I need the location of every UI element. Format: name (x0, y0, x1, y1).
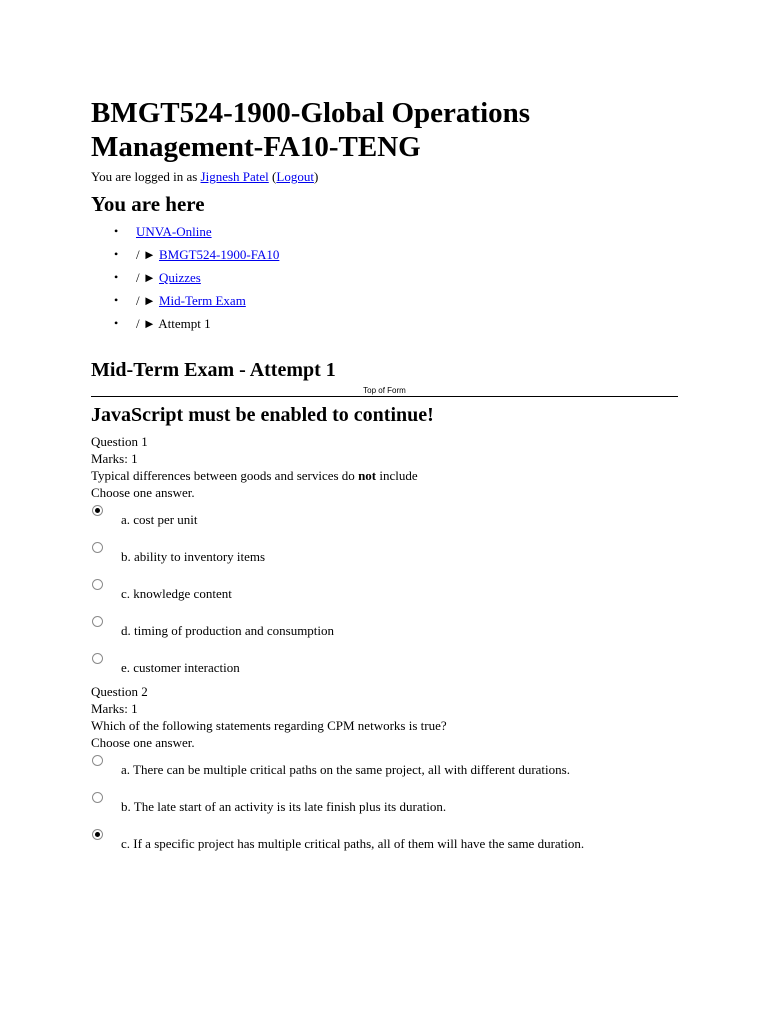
answer-label: a. There can be multiple critical paths on the same project, all with different durations. (121, 762, 570, 777)
radio-button[interactable] (92, 653, 103, 664)
answer-option[interactable] (91, 542, 691, 579)
answer-label: c. If a specific project has multiple critical paths, all of them will have the same duration. (121, 836, 585, 851)
login-close-paren: ) (313, 169, 319, 184)
answer-label: a. cost per unit (121, 512, 198, 527)
radio-button-selected[interactable] (92, 829, 103, 840)
breadcrumb-link-course[interactable]: BMGT524-1900-FA10 (158, 247, 280, 262)
answer-list (91, 505, 691, 683)
answer-label: e. customer interaction (121, 660, 240, 675)
top-of-form-label: Top of Form (363, 386, 406, 395)
answer-list (91, 755, 691, 866)
breadcrumb-separator: / ► (136, 247, 156, 262)
logout-link[interactable]: Logout (276, 169, 314, 184)
answer-option[interactable] (91, 616, 691, 653)
bullet-icon: • (114, 293, 119, 307)
question-text-emphasis: not (358, 468, 377, 483)
answer-option[interactable] (91, 653, 691, 683)
javascript-warning: JavaScript must be enabled to continue! (91, 404, 434, 426)
user-profile-link[interactable]: Jignesh Patel (200, 169, 269, 184)
answer-option[interactable] (91, 829, 691, 866)
page-content (91, 96, 691, 866)
bullet-icon: • (114, 247, 119, 261)
breadcrumb-link-quizzes[interactable]: Quizzes (158, 270, 201, 285)
question-1 (91, 433, 691, 683)
course-title: BMGT524-1900-Global Operations Management-FA10-TENG (91, 97, 531, 163)
answer-option[interactable] (91, 505, 691, 542)
radio-button[interactable] (92, 792, 103, 803)
question-instruction: Choose one answer. (91, 485, 195, 500)
breadcrumb-link-unva-online[interactable]: UNVA-Online (136, 224, 212, 239)
breadcrumb-item-course (91, 243, 691, 266)
question-text (91, 467, 691, 484)
radio-button[interactable] (92, 755, 103, 766)
radio-button[interactable] (92, 579, 103, 590)
login-info (91, 168, 691, 186)
login-open-paren: ( (268, 169, 277, 184)
question-marks: Marks: 1 (91, 451, 138, 466)
question-text-part: include (376, 468, 418, 483)
breadcrumb-separator: / ► (136, 293, 156, 308)
breadcrumb (91, 220, 691, 335)
bullet-icon: • (114, 316, 119, 330)
question-text: Which of the following statements regarding CPM networks is true? (91, 718, 447, 733)
breadcrumb-link-mid-term-exam[interactable]: Mid-Term Exam (158, 293, 246, 308)
breadcrumb-separator: / ► (136, 316, 156, 331)
radio-button[interactable] (92, 616, 103, 627)
breadcrumb-item-quizzes (91, 266, 691, 289)
answer-label: d. timing of production and consumption (121, 623, 335, 638)
answer-label: b. The late start of an activity is its late finish plus its duration. (121, 799, 447, 814)
question-text-part: Typical differences between goods and services do (91, 468, 359, 483)
question-instruction: Choose one answer. (91, 735, 195, 750)
bullet-icon: • (114, 224, 119, 238)
answer-option[interactable] (91, 755, 691, 792)
answer-label: c. knowledge content (121, 586, 232, 601)
login-prefix: You are logged in as (91, 169, 201, 184)
radio-button-selected[interactable] (92, 505, 103, 516)
question-marks: Marks: 1 (91, 701, 138, 716)
breadcrumb-item-unva-online (91, 220, 691, 243)
question-number: Question 1 (91, 434, 148, 449)
radio-button[interactable] (92, 542, 103, 553)
exam-title: Mid-Term Exam - Attempt 1 (91, 359, 336, 381)
question-2 (91, 683, 691, 866)
breadcrumb-current-attempt: Attempt 1 (158, 316, 211, 331)
breadcrumb-separator: / ► (136, 270, 156, 285)
breadcrumb-item-mid-term-exam (91, 289, 691, 312)
question-number: Question 2 (91, 684, 148, 699)
form-divider (91, 396, 678, 397)
breadcrumb-heading: You are here (91, 192, 205, 216)
breadcrumb-item-attempt (91, 312, 691, 335)
answer-option[interactable] (91, 579, 691, 616)
answer-label: b. ability to inventory items (121, 549, 266, 564)
bullet-icon: • (114, 270, 119, 284)
answer-option[interactable] (91, 792, 691, 829)
